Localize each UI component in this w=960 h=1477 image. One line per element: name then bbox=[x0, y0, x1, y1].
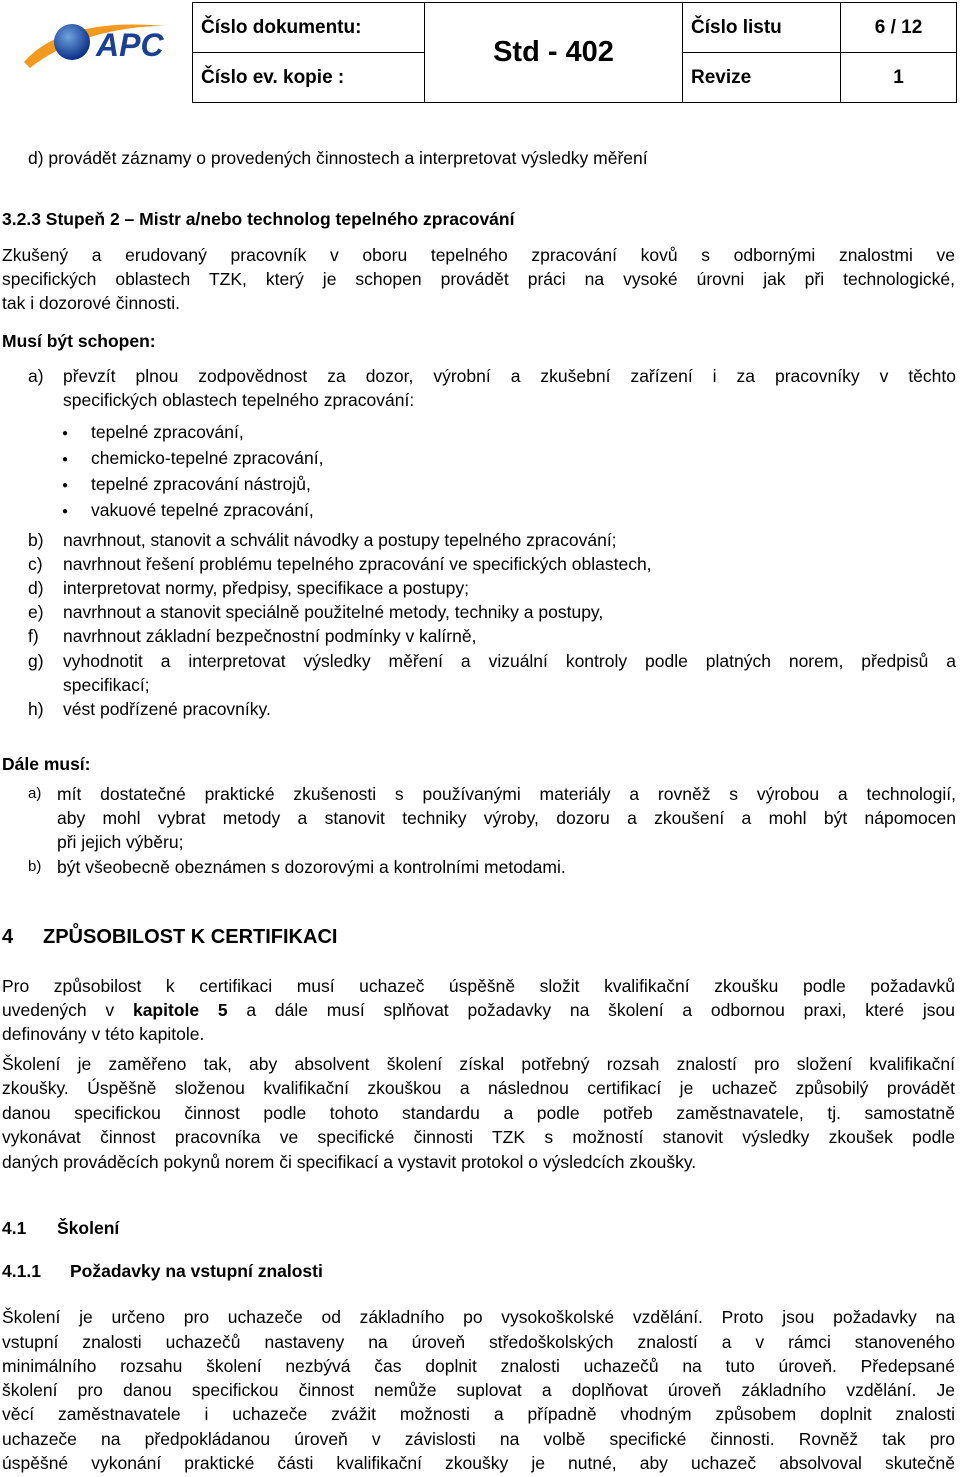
section-4-title: ZPŮSOBILOST K CERTIFIKACI bbox=[43, 926, 338, 948]
apc-logo bbox=[20, 12, 170, 76]
para-line: Školení je určeno pro uchazeče od základního po vysokoškolské vzdělání. Proto jsou požadavky na bbox=[2, 1307, 955, 1327]
para-line: tak i dozorové činnosti. bbox=[2, 293, 181, 313]
item-letter: b) bbox=[28, 858, 42, 875]
item-letter: a) bbox=[28, 785, 42, 802]
section-3-2-3-title: 3.2.3 Stupeň 2 – Mistr a/nebo technolog tepelného zpracování bbox=[2, 209, 515, 229]
para-line: uvedených v kapitole 5 a dále musí splňovat požadavky na školení a odbornou praxi, které jsou bbox=[2, 1000, 955, 1020]
bullet-item: vakuové tepelné zpracování, bbox=[91, 500, 314, 520]
item-text: vyhodnotit a interpretovat výsledky měření a vizuální kontroly podle platných norem, předpisů a bbox=[63, 651, 956, 671]
sheet-value: 6 / 12 bbox=[841, 3, 957, 53]
item-text: vést podřízené pracovníky. bbox=[63, 699, 271, 719]
para-line: Školení je zaměřeno tak, aby absolvent školení získal potřebný rozsah znalostí pro složení kvalifikační bbox=[2, 1054, 955, 1074]
sheet-label: Číslo listu bbox=[683, 3, 841, 53]
para-line: Zkušený a erudovaný pracovník v oboru tepelného zpracování kovů s odbornými znalostmi ve bbox=[2, 245, 955, 265]
item-letter: c) bbox=[28, 554, 43, 574]
bullet-item: tepelné zpracování nástrojů, bbox=[91, 474, 311, 494]
item-text: navrhnout, stanovit a schválit návodky a postupy tepelného zpracování; bbox=[63, 530, 617, 550]
bullet-icon: ● bbox=[62, 480, 69, 491]
para-line: minimálního rozsahu školení nezbývá čas doplnit znalosti uchazečů na tuto úroveň. Předepsané bbox=[2, 1356, 955, 1376]
intro-item: d) provádět záznamy o provedených činnostech a interpretovat výsledky měření bbox=[28, 148, 648, 168]
item-text: být všeobecně obeznámen s dozorovými a kontrolními metodami. bbox=[57, 857, 566, 877]
para-line: uchazeče na předpokládanou úroveň v závislosti na volbě specifické činnosti. Rovněž tak pro bbox=[2, 1429, 955, 1449]
section-4-1-1-number: 4.1.1 bbox=[2, 1261, 41, 1281]
item-letter: f) bbox=[28, 626, 39, 646]
header-table bbox=[192, 2, 957, 103]
item-text: aby mohl vybrat metody a stanovit techniky výroby, dozoru a zkoušení a mohl být nápomocen bbox=[57, 808, 956, 828]
doc-code: Std - 402 bbox=[425, 3, 683, 103]
item-text: při jejich výběru; bbox=[57, 832, 184, 852]
doc-number-label: Číslo dokumentu: bbox=[193, 3, 425, 53]
bullet-item: tepelné zpracování, bbox=[91, 422, 244, 442]
item-letter: g) bbox=[28, 651, 44, 671]
para-line: zkoušky. Úspěšně složenou kvalifikační zkouškou a následnou certifikací je uchazeč způsobilý provádět bbox=[2, 1078, 955, 1098]
revision-value: 1 bbox=[841, 53, 957, 103]
para-line: úspěšné vykonání praktické části kvalifikační zkoušky je nutné, aby uchazeč absolvoval skutečně bbox=[2, 1453, 955, 1473]
document-header bbox=[0, 0, 960, 105]
para-line: definovány v této kapitole. bbox=[2, 1024, 205, 1044]
further-label: Dále musí: bbox=[2, 754, 91, 774]
para-line: věcí zaměstnavatele i uchazeče zvážit možnosti a případně vhodným způsobem doplnit znalosti bbox=[2, 1404, 955, 1424]
bullet-icon: ● bbox=[62, 506, 69, 517]
item-text: mít dostatečné praktické zkušenosti s používanými materiály a rovněž s výrobou a technologií, bbox=[57, 784, 956, 804]
item-letter: b) bbox=[28, 530, 44, 550]
chapter-ref: kapitole 5 bbox=[132, 1000, 228, 1020]
item-text: interpretovat normy, předpisy, specifikace a postupy; bbox=[63, 578, 469, 598]
item-letter: a) bbox=[28, 366, 44, 386]
para-line: specifických oblastech TZK, který je schopen provádět práci na vysoké úrovni jak při technologické, bbox=[2, 269, 955, 289]
section-4-1-number: 4.1 bbox=[2, 1218, 27, 1238]
item-text: navrhnout základní bezpečnostní podmínky v kalírně, bbox=[63, 626, 477, 646]
bullet-item: chemicko-tepelné zpracování, bbox=[91, 448, 324, 468]
revision-label: Revize bbox=[683, 53, 841, 103]
section-4-number: 4 bbox=[2, 926, 14, 948]
para-line: Pro způsobilost k certifikaci musí uchazeč úspěšně složit kvalifikační zkoušku podle požadavků bbox=[2, 976, 955, 996]
must-label: Musí být schopen: bbox=[2, 331, 156, 351]
item-text: navrhnout a stanovit speciálně použitelné metody, techniky a postupy, bbox=[63, 602, 604, 622]
item-letter: h) bbox=[28, 699, 44, 719]
para-line: danou specifickou činnost podle tohoto standardu a podle potřeb zaměstnavatele, tj. samostatně bbox=[2, 1103, 955, 1123]
item-text: specifikací; bbox=[63, 675, 150, 695]
para-line: daných prováděcích pokynů norem či specifikací a vystavit protokol o výsledcích zkoušky. bbox=[2, 1152, 697, 1172]
item-text: navrhnout řešení problému tepelného zpracování ve specifických oblastech, bbox=[63, 554, 652, 574]
para-line: vykonávat činnost pracovníka ve specifické činnosti TZK s možností stanovit výsledky zkoušek podle bbox=[2, 1127, 955, 1147]
svg-text:APC: APC bbox=[96, 27, 164, 63]
copy-label: Číslo ev. kopie : bbox=[193, 53, 425, 103]
para-line: vstupní znalosti uchazečů nastaveny na úroveň středoškolských znalostí a v rámci stanoveného bbox=[2, 1332, 955, 1352]
item-text: převzít plnou zodpovědnost za dozor, výrobní a zkušební zařízení i za pracovníky v těchto bbox=[63, 366, 956, 386]
section-4-1-title: Školení bbox=[57, 1218, 120, 1238]
item-letter: d) bbox=[28, 578, 44, 598]
bullet-icon: ● bbox=[62, 454, 69, 465]
bullet-icon: ● bbox=[62, 428, 69, 439]
section-4-1-1-title: Požadavky na vstupní znalosti bbox=[70, 1261, 323, 1281]
para-line: školení pro danou specifickou činnost nemůže suplovat a doplňovat úroveň základního vzdělání. Je bbox=[2, 1380, 955, 1400]
item-text: specifických oblastech tepelného zpracování: bbox=[63, 390, 415, 410]
item-letter: e) bbox=[28, 602, 44, 622]
